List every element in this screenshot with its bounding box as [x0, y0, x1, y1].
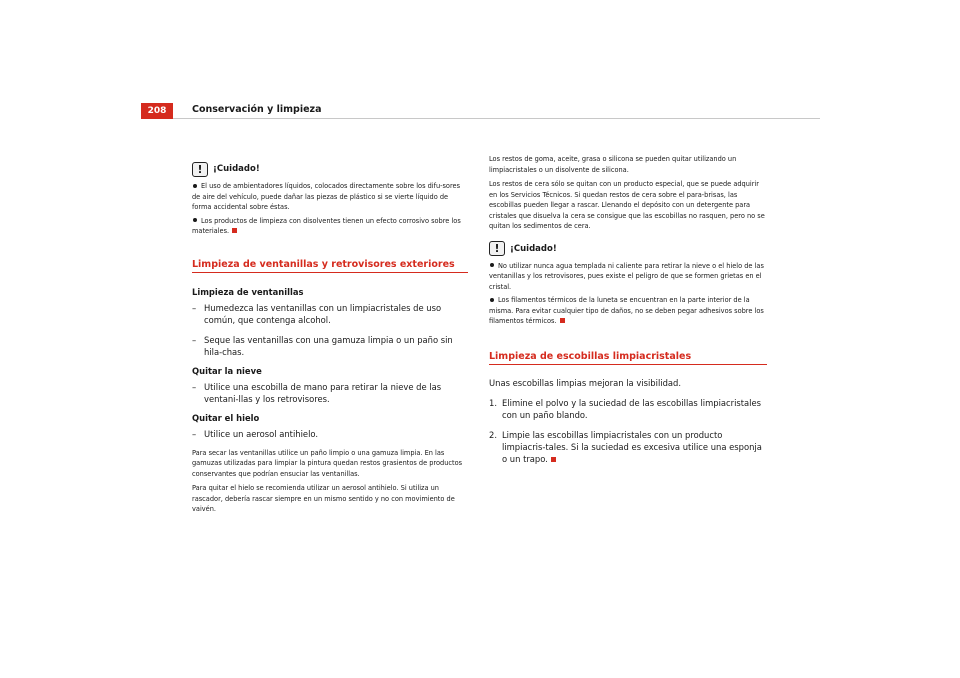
- warning-header: [489, 240, 767, 258]
- body-paragraph: Los restos de cera sólo se quitan con un producto especial, que se puede adquirir en los Servicios Técnicos. Si quedan restos de cera sobre el para-brisas, las escobillas pueden llegar a rascar. Llenando el depósito con un detergente para cristales que disuelva la cera se consigue que las escobillas no rasquen, pero no se quitan los sedimentos de cera.: [489, 180, 765, 230]
- section-heading-escobillas: Limpieza de escobillas limpiacristales: [489, 351, 767, 365]
- end-of-section-icon: [551, 457, 556, 462]
- warning-title: ¡Cuidado!: [510, 243, 557, 254]
- warning-icon: !: [192, 162, 208, 177]
- bullet-icon: [490, 298, 494, 302]
- body-paragraph: Los restos de goma, aceite, grasa o silicona se pueden quitar utilizando un limpiacristales o un disolvente de silicona.: [489, 155, 737, 174]
- end-of-section-icon: [232, 228, 237, 233]
- right-column: [489, 154, 767, 473]
- intro-text: Unas escobillas limpias mejoran la visibilidad.: [489, 377, 682, 388]
- list-item: – Humedezca las ventanillas con un limpiacristales de uso común, que contenga alcohol.: [192, 302, 442, 325]
- bullet-icon: [193, 184, 197, 188]
- warning-bullet: No utilizar nunca agua templada ni caliente para retirar la nieve o el hielo de las ventanillas y los retrovisores, pues existe el peligro de que se formen grietas en el cristal.: [489, 261, 764, 291]
- note-paragraph: Para secar las ventanillas utilice un paño limpio o una gamuza limpia. En las gamuzas utilizadas para limpiar la pintura quedan restos grasientos de productos conservantes que podrían ensuciar las ventanillas.: [192, 448, 463, 478]
- list-item: – Utilice una escobilla de mano para retirar la nieve de las ventani-llas y los retrovisores.: [192, 381, 442, 404]
- subheading-hielo: Quitar el hielo: [192, 412, 260, 423]
- note-paragraph: Para quitar el hielo se recomienda utilizar un aerosol antihielo. Si utiliza un rascador, debería rascar siempre en un mismo sentido y no con movimiento de vaivén.: [192, 484, 455, 513]
- list-item: – Seque las ventanillas con una gamuza limpia o un paño sin hila-chas.: [192, 334, 453, 357]
- left-column: [192, 160, 468, 519]
- bullet-icon: [490, 263, 494, 267]
- warning-bullet: Los productos de limpieza con disolventes tienen un efecto corrosivo sobre los materiales.: [192, 216, 461, 235]
- numbered-step: 2. Limpie las escobillas limpiacristales con un producto limpiacris-tales. Si la suciedad es excesiva utilice una esponja o un trapo.: [489, 429, 762, 464]
- warning-bullet: Los filamentos térmicos de la luneta se encuentran en la parte interior de la misma. Para evitar cualquier tipo de daños, no se deben pegar adhesivos sobre los filamentos térmicos.: [489, 296, 764, 325]
- warning-header: [192, 160, 468, 178]
- warning-icon: !: [489, 241, 505, 256]
- warning-box-right: [489, 240, 767, 327]
- list-item: – Utilice un aerosol antihielo.: [192, 428, 319, 439]
- page-number: 208: [141, 103, 173, 119]
- warning-title: ¡Cuidado!: [213, 164, 260, 174]
- warning-bullet: El uso de ambientadores líquidos, colocados directamente sobre los difu-sores de aire del vehículo, puede dañar las piezas de plástico si se vierte líquido de forma accidental sobre éstas.: [192, 182, 461, 211]
- subheading-nieve: Quitar la nieve: [192, 365, 262, 376]
- bullet-icon: [193, 218, 197, 222]
- warning-box-left: [192, 160, 468, 237]
- subheading-limpieza: Limpieza de ventanillas: [192, 286, 304, 297]
- page-title: Conservación y limpieza: [192, 104, 322, 115]
- end-of-section-icon: [560, 318, 565, 323]
- section-heading-ventanillas: Limpieza de ventanillas y retrovisores exteriores: [192, 259, 468, 273]
- header-divider: [173, 118, 820, 119]
- numbered-step: 1. Elimine el polvo y la suciedad de las escobillas limpiacristales con un paño blando.: [489, 397, 762, 420]
